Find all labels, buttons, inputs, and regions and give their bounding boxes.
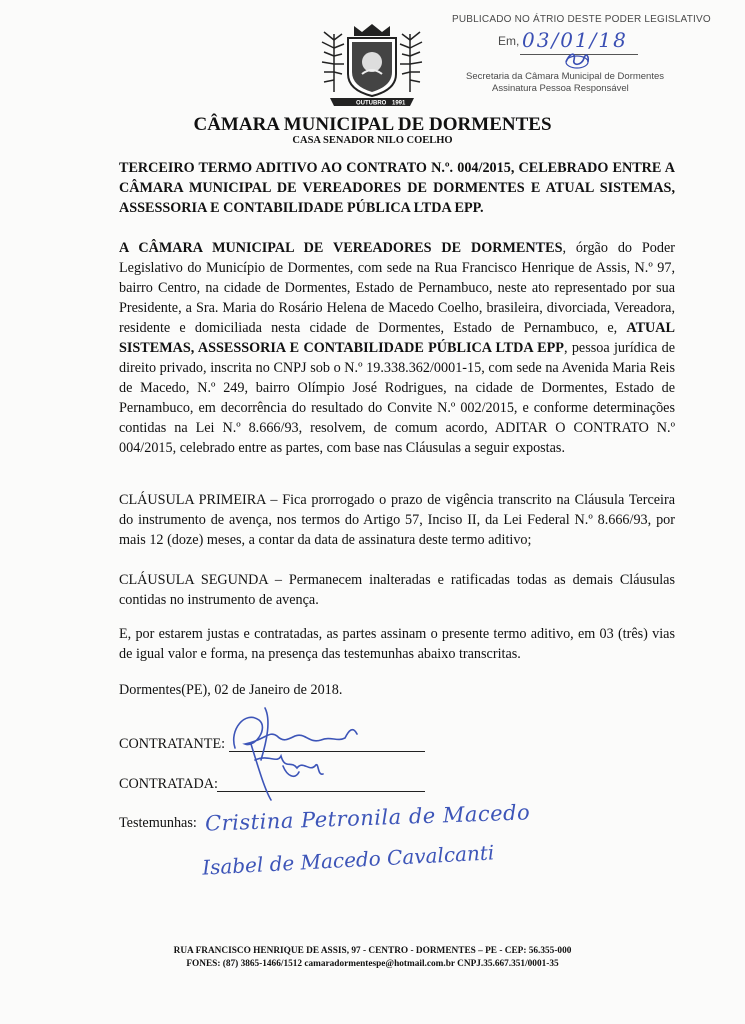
party-a-text: , órgão do Poder Legislativo do Município de Dormentes, com sede na Rua Francisco Henrique de Assis, N.º 97, bairro Centro, na cidade de Dormentes, Estado de Pernambuco, neste ato representado por sua Presidente, a Sra. Maria do Rosário Helena de Macedo Coelho, brasileira, divorciada, Vereadora, residente e domiciliada nesta cidade de Dormentes, Estado de Pernambuco, e, <box>119 240 676 336</box>
document-header-title: CÂMARA MUNICIPAL DE DORMENTES <box>193 114 552 135</box>
contract-heading: TERCEIRO TERMO ADITIVO AO CONTRATO N.º. 004/2015, CELEBRADO ENTRE A CÂMARA MUNICIPAL DE VEREADORES DE DORMENTES E ATUAL SISTEMAS, ASSESSORIA E CONTABILIDADE PÚBLICA LTDA EPP. <box>119 160 675 216</box>
document-header-subtitle: CASA SENADOR NILO COELHO <box>292 135 453 146</box>
stamp-em-label: Em, <box>498 34 520 48</box>
clause-second: CLÁUSULA SEGUNDA – Permanecem inalteradas e ratificadas todas as demais Cláusulas contidas no instrumento de avença. <box>119 572 675 608</box>
stamp-handwritten-date: 03/01/18 <box>522 28 628 52</box>
handwritten-signatures <box>225 700 385 810</box>
footer-contacts: FONES: (87) 3865-1466/1512 camaradormentespe@hotmail.com.br CNPJ.35.667.351/0001-35 <box>186 959 559 969</box>
stamp-initials-signature <box>562 50 592 70</box>
parties-paragraph <box>119 238 675 458</box>
footer-address: RUA FRANCISCO HENRIQUE DE ASSIS, 97 - CENTRO - DORMENTES – PE - CEP: 56.355-000 <box>173 946 572 956</box>
party-b-text: , pessoa jurídica de direito privado, inscrita no CNPJ sob o N.º 19.338.362/0001-15, com sede na Avenida Maria Reis de Macedo, N.º 249, bairro Olímpio José Rodrigues, na cidade de Dormentes, Estado de Pernambuco, em decorrência do resultado do Convite N.º 002/2015, e conforme determinações contidas na Lei N.º 8.666/93, resolvem, de comum acordo, ADITAR O CONTRATO N.º 004/2015, celebrado entre as partes, com base nas Cláusulas a seguir expostas. <box>119 340 676 456</box>
contratada-label: CONTRATADA: <box>119 776 218 792</box>
stamp-title: PUBLICADO NO ÁTRIO DESTE PODER LEGISLATIVO <box>452 14 711 25</box>
publication-stamp <box>452 14 737 94</box>
municipal-crest-icon <box>312 22 432 114</box>
crest-ribbon-left: OUTUBRO <box>356 100 387 107</box>
stamp-assinatura: Assinatura Pessoa Responsável <box>492 83 629 94</box>
witness2-handwritten-name: Isabel de Macedo Cavalcanti <box>201 840 495 880</box>
place-date: Dormentes(PE), 02 de Janeiro de 2018. <box>119 682 343 698</box>
closing-paragraph: E, por estarem justas e contratadas, as partes assinam o presente termo aditivo, em 03 (três) vias de igual valor e forma, na presença das testemunhas abaixo transcritas. <box>119 626 675 662</box>
contratada-signature-row <box>119 776 218 793</box>
contratante-label: CONTRATANTE: <box>119 736 226 752</box>
testemunhas-label: Testemunhas: <box>119 815 197 831</box>
contratante-signature-row <box>119 736 225 753</box>
crest-ribbon-right: 1991 <box>392 100 406 107</box>
witness1-handwritten-name: Cristina Petronila de Macedo <box>204 800 531 836</box>
stamp-secretaria: Secretaria da Câmara Municipal de Dormentes <box>466 71 665 82</box>
party-b-name: ATUAL SISTEMAS, ASSESSORIA E CONTABILIDADE PÚBLICA LTDA EPP <box>119 320 675 356</box>
clause-first: CLÁUSULA PRIMEIRA – Fica prorrogado o prazo de vigência transcrito na Cláusula Terceira do instrumento de avença, nos termos do Artigo 57, Inciso II, da Lei Federal N.º 8.666/93, por mais 12 (doze) meses, a contar da data de assinatura deste termo aditivo; <box>119 492 675 548</box>
testemunhas-row <box>119 815 197 832</box>
party-a-name: A CÂMARA MUNICIPAL DE VEREADORES DE DORMENTES <box>119 240 563 256</box>
